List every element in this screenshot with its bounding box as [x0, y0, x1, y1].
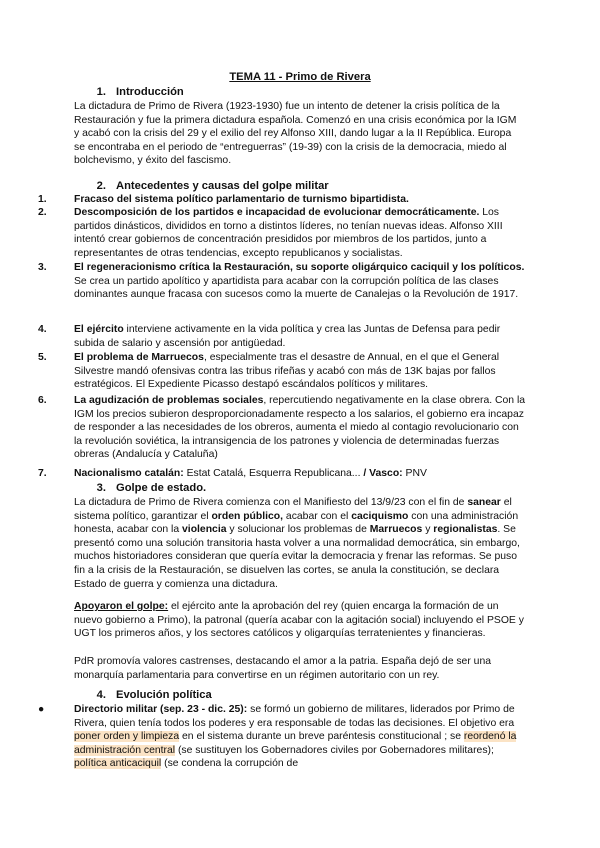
item-title: Descomposición de los partidos e incapacidad de evolucionar democráticamente.	[74, 207, 480, 218]
highlight: poner orden y limpieza	[74, 731, 180, 743]
item-title: Fracaso del sistema político parlamentario de turnismo bipartidista.	[74, 194, 409, 205]
cause-item-5	[38, 351, 526, 392]
section-heading-3	[86, 482, 206, 495]
item-title: Directorio militar (sep. 23 - dic. 25):	[74, 704, 248, 715]
item-text: , repercutiendo negativamente en la clase obrera. Con la IGM los precios subieron desproporcionadamente respecto a los salarios, el gobierno era incapaz de responder a las necesidades de los obreros, aumenta el miedo al contagio revolucionario con la revolución soviética, la intransigencia de los patrones y violencia de determinadas fuerzas obreras (Andalucía y Cataluña)	[74, 395, 526, 461]
item-text: interviene activamente en la vida política y crea las Juntas de Defensa para pedir subida de salario y ascensión por antigüedad.	[74, 324, 501, 349]
item-title: Nacionalismo catalán:	[74, 468, 184, 479]
cause-item-4	[38, 323, 526, 350]
item-text: Los partidos dinásticos, divididos en torno a distintos líderes, no tenían nuevas ideas. Alfonso XIII intentó crear gobiernos de concentración presididos por miembros de los partidos, junto a representantes de otras tendencias, excepto republicanos y socialistas.	[74, 207, 503, 259]
item-title: El ejército	[74, 324, 124, 335]
highlight: política anticaciquil	[74, 758, 162, 770]
item-text: Estat Catalá, Esquerra Republicana...	[183, 468, 361, 479]
highlight: reordenó la administración central	[74, 731, 517, 756]
cause-item-7	[38, 467, 526, 481]
item-text-2: PNV	[402, 468, 427, 479]
section-title: Golpe de estado.	[116, 482, 207, 494]
cause-item-2	[38, 206, 526, 260]
cause-item-6	[38, 394, 526, 462]
support-paragraph: Apoyaron el golpe: el ejército ante la aprobación del rey (quien encarga la formación de un nuevo gobierno a Primo), la patronal (quería acabar con la agitación social) incluyendo el PSOE y UGT los primeros años, y los sectores católicos y oligarquías terratenientes y financieras.	[74, 601, 524, 640]
bullet-directorio-militar: ● Directorio militar (sep. 23 - dic. 25): se formó un gobierno de militares, liderados por Primo de Rivera, quien tenía todos los poderes y era responsable de todas las decisiones. El objetivo era poner orden y limpieza en el sistema durante un breve paréntesis constitucional ; se reordenó la administración central (se sustituyen los Gobernadores civiles por Gobernadores militares); política anticaciquil (se condena la corrupción de	[38, 704, 517, 770]
item-title: La agudización de problemas sociales	[74, 395, 264, 406]
item-number: 3.	[38, 262, 47, 273]
section-title: Introducción	[116, 86, 184, 98]
section-number: 1.	[96, 86, 106, 98]
section-heading-1	[86, 86, 184, 99]
coup-paragraph: La dictadura de Primo de Rivera comienza con el Manifiesto del 13/9/23 con el fin de sanear el sistema político, garantizar el orden público, acabar con el caciquismo con una administración honesta, acabar con la violencia y solucionar los problemas de Marruecos y regionalistas. Se presentó como una solución transitoria hasta volver a una normalidad democrática, sin embargo, muchos historiadores consideran que quería evitar la democracia y frenar las reformas. Se puso fin a la crisis de la Restauración, se disuelven las cortes, se anula la constitución, se declara Estado de guerra y comienza una dictadura.	[74, 497, 520, 590]
item-number: 2.	[38, 207, 47, 218]
section-heading-2	[86, 180, 329, 193]
item-text: Se crea un partido apolítico y apartidista para acabar con la corrupción política de las clases dominantes aunque fracasa con sucesos como la muerte de Canalejas o la Revolución de 1917.	[74, 275, 519, 301]
item-title: El problema de Marruecos	[74, 352, 204, 363]
item-text: , especialmente tras el desastre de Annual, en el que el General Silvestre mandó ofensivas contra las tribus rifeñas y acabó con más de 13K bajas por fallos estratégicos. El Expediente Picasso destapó escándalos políticos y militares.	[74, 352, 500, 391]
item-number: 5.	[38, 352, 47, 363]
page-title: TEMA 11 - Primo de Rivera	[229, 71, 371, 83]
cause-item-3	[38, 261, 526, 302]
section-number: 2.	[96, 180, 106, 192]
item-title: El regeneracionismo crítica la Restauración, su soporte oligárquico caciquil y los políticos.	[74, 262, 525, 273]
support-label: Apoyaron el golpe:	[74, 601, 169, 612]
item-number: 1.	[38, 194, 47, 205]
item-number: 6.	[38, 395, 47, 406]
values-paragraph: PdR promovía valores castrenses, destacando el amor a la patria. España dejó de ser una monarquía parlamentaria para convertirse en un régimen autoritario con un rey.	[74, 656, 492, 681]
section-heading-4	[86, 689, 212, 702]
intro-paragraph: La dictadura de Primo de Rivera (1923-1930) fue un intento de detener la crisis política de la Restauración y fue la primera dictadura española. Comenzó en una crisis económica por la IGM y acabó con la crisis del 29 y el exilio del rey Alfonso XIII, dando lugar a la II República. Europa se encontraba en el periodo de “entreguerras” (19-39) con la crisis de la democracia, miedo al bolchevismo, y éxito del fascismo.	[74, 101, 517, 167]
cause-item-1	[38, 193, 526, 207]
section-number: 3.	[96, 482, 106, 494]
item-number: 7.	[38, 468, 47, 479]
item-number: 4.	[38, 324, 47, 335]
section-number: 4.	[96, 689, 106, 701]
section-title: Antecedentes y causas del golpe militar	[116, 180, 329, 192]
section-title: Evolución política	[116, 689, 212, 701]
bullet-icon: ●	[38, 704, 45, 715]
item-title-2: / Vasco:	[360, 468, 403, 479]
